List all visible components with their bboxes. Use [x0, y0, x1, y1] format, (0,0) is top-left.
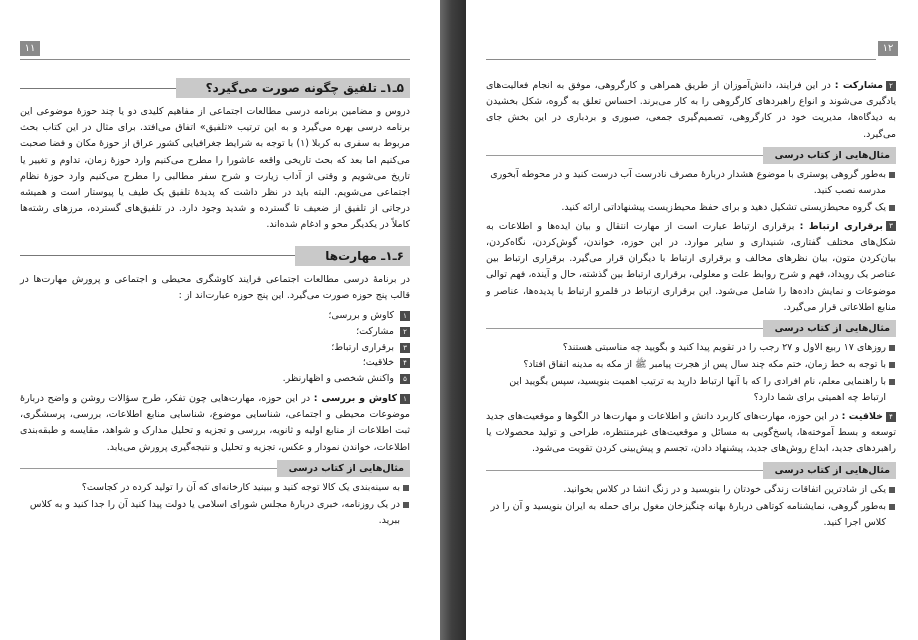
heading-rule: [486, 328, 763, 329]
paragraph-lead: مشارکت :: [834, 80, 883, 91]
heading-rule: [20, 468, 277, 469]
paragraph-text: در این فرایند، دانش‌آموزان از طریق همراهی و کارگروهی، موفق به انجام فعالیت‌های یادگیری می‌شوند و انواع راهبردهای کارگروهی را به کار می‌برند. احساس تعلق به گروه، شکل بخشیدن به دیدگاه‌ها، مدیریت خود در کارگروهی، تصمیم‌گیری جمعی، صبوری و بردباری در این بخش جای می‌گیرد.: [486, 80, 896, 140]
example-item: با راهنمایی معلم، نام افرادی را که با آنها ارتباط دارید به ترتیب اهمیت بنویسید، سپس بگویید این ارتباط چه اهمیتی برای شما دارد؟: [486, 374, 896, 406]
examples-heading: [20, 460, 410, 477]
body-paragraph: [486, 219, 896, 316]
examples-title: مثال‌هایی از کتاب درسی: [277, 460, 410, 477]
number-badge: ۲: [400, 327, 410, 337]
body-paragraph: [486, 409, 896, 458]
example-item: با توجه به خط زمان، ختم مکه چند سال پس از هجرت پیامبر ﷺ از مکه به مدینه اتفاق افتاد؟: [486, 357, 896, 373]
book-gutter: [440, 0, 466, 640]
paragraph-text: برقراری ارتباط عبارت است از مهارت انتقال و بیان ایده‌ها و اطلاعات به شکل‌های مختلف گفتاری، شنیداری و سایر موارد. در این حوزه، خواندن، گوش‌کردن، نگاه‌کردن، بیان‌کردن متون، بیان نظرهای مخالف و برقراری ارتباط با دیگران قرار می‌گیرد. برقراری ارتباط بین عناصر یک رویداد، فهم و شرح روابط علت و معلولی، برقراری ارتباط بین گذشته، حال و آینده، فهم توالی موضوعات و نمایش داده‌ها را شامل می‌شود. این برقراری ارتباط در قلمرو ارتباط با پدیده‌ها، عناصر و منابع اطلاعاتی قرار می‌گیرد.: [486, 220, 896, 313]
list-item: [20, 371, 410, 387]
examples-title: مثال‌هایی از کتاب درسی: [763, 320, 896, 337]
left-page: [0, 0, 440, 640]
page-number: ۱۲: [878, 41, 898, 56]
body-paragraph: [20, 391, 410, 456]
paragraph-lead: برقراری ارتباط :: [799, 220, 883, 232]
header-rule: [486, 59, 876, 60]
heading-rule: [486, 155, 763, 156]
header-rule: [20, 59, 410, 60]
number-badge: ۵: [400, 374, 410, 384]
heading-rule: [20, 88, 176, 89]
right-page: [466, 0, 918, 640]
example-item: به‌طور گروهی پوستری با موضوع هشدار دربارهٔ مصرف نادرست آب درست کنید و در محوطه آبخوری مدرسه نصب کنید.: [486, 167, 896, 199]
example-item: یک گروه محیط‌زیستی تشکیل دهید و برای حفظ محیط‌زیست پیشنهاداتی ارائه کنید.: [486, 200, 896, 216]
list-item: [20, 324, 410, 340]
list-item-label: خلاقیت؛: [362, 357, 394, 369]
number-badge: ۱: [400, 311, 410, 321]
examples-heading: [486, 462, 896, 479]
list-item-label: برقراری ارتباط؛: [331, 341, 394, 353]
example-item: به سینه‌بندی یک کالا توجه کنید و ببینید کارخانه‌ای که آن را تولید کرده در کجاست؟: [20, 480, 410, 496]
section-title: ۶ـ۱ـ مهارت‌ها: [295, 246, 410, 266]
body-paragraph: دروس و مضامین برنامه درسی مطالعات اجتماعی از مفاهیم کلیدی دو یا چند حوزهٔ موضوعی این برنامه درسی بهره می‌گیرد و به این ترتیب «تلفیق» اتفاق می‌افتد. برای مثال در این کتاب بحث مربوط به سفری به کربلا (۱) با توجه به شرایط جغرافیایی کشور عراق از حوزهٔ مکان و فضا صحبت می‌کنیم اما بعد که بحث تاریخی واقعه عاشورا را مطرح می‌کنیم وارد حوزهٔ زمان، تداوم و تغییر یا تاریخ می‌شویم و وقتی از آداب زیارت و شرح سفر مطالبی را مطرح می‌کنیم وارد حوزهٔ نظام اجتماعی می‌شویم. البته باید در نظر داشت که پدیدهٔ تلفیق یک طیف یا پیوستار است و همیشه درجاتی از تلفیق از ضعیف تا گسترده و شدید وجود دارد. در تلفیق‌های گسترده، مرزهای رشته‌ها کاملاً در یکدیگر محو و ادغام شده‌اند.: [20, 106, 411, 231]
section-title: ۵ـ۱ـ تلفیق چگونه صورت می‌گیرد؟: [176, 78, 410, 98]
number-badge: ۴: [400, 358, 410, 368]
paragraph-text: در این حوزه، مهارت‌های کاربرد دانش و اطلاعات و مهارت‌ها در الگوها و موقعیت‌های جدید توسعه و بسط آموخته‌ها، پاسخ‌گویی به مسائل و موقعیت‌های غیرمنتظره، طراحی و تولید محصولات یا راهبردهای جدید، ابداع روش‌های جدید، پیشنهاد دادن، تجسم و پیش‌بینی کردن تقویت می‌شود.: [486, 411, 896, 455]
number-badge: ۱: [400, 394, 410, 404]
example-item: در یک روزنامه، خبری دربارهٔ مجلس شورای اسلامی یا دولت پیدا کنید آن را جدا کنید و به کلاس ببرید.: [20, 497, 410, 529]
list-item-label: واکنش شخصی و اظهارنظر.: [282, 373, 394, 385]
heading-rule: [20, 255, 295, 256]
body-paragraph: [486, 78, 896, 143]
list-item: [20, 308, 410, 324]
right-page-content: [486, 78, 896, 532]
number-badge: ۲: [886, 81, 896, 91]
number-badge: ۳: [886, 221, 896, 231]
examples-heading: [486, 320, 896, 337]
example-item: یکی از شادترین اتفاقات زندگی خودتان را بنویسید و در زنگ انشا در کلاس بخوانید.: [486, 482, 896, 498]
page-number: ۱۱: [20, 41, 40, 56]
examples-title: مثال‌هایی از کتاب درسی: [763, 462, 896, 479]
left-page-content: [20, 78, 410, 530]
examples-title: مثال‌هایی از کتاب درسی: [763, 147, 896, 164]
section-heading: [20, 246, 410, 266]
example-item: روزهای ۱۷ ربیع الاول و ۲۷ رجب را در تقویم پیدا کنید و بگویید چه مناسبتی هستند؟: [486, 340, 896, 356]
heading-rule: [486, 470, 763, 471]
paragraph-text: در این حوزه، مهارت‌هایی چون تفکر، طرح سؤالات روشن و واضح دربارهٔ موضوعات محیطی و اجتماعی، شناسایی موضوع، شناسایی منابع اطلاعات، بررسی، پرسشگری، ثبت اطلاعات از منابع اولیه و ثانویه، بررسی و تجزیه و تحلیل مدارک و شواهد، مقایسه و طبقه‌بندی اطلاعات، خواندن نمودار و عکس، تجزیه و تحلیل و نتیجه‌گیری پرورش می‌یابد.: [20, 393, 410, 453]
section-heading: [20, 78, 410, 98]
paragraph-lead: خلاقیت :: [841, 411, 884, 423]
number-badge: ۴: [886, 412, 896, 422]
body-paragraph: در برنامهٔ درسی مطالعات اجتماعی فرایند کاوشگری محیطی و اجتماعی و پرورش مهارت‌ها در قالب پنج حوزه صورت می‌گیرد. این پنج حوزه عبارت‌اند از :: [20, 273, 410, 301]
skills-list: [20, 308, 410, 387]
list-item: [20, 340, 410, 356]
examples-heading: [486, 147, 896, 164]
list-item-label: کاوش و بررسی؛: [328, 310, 394, 322]
example-item: به‌طور گروهی، نمایشنامه کوتاهی دربارهٔ بهانه چنگیزخان مغول برای حمله به ایران بنویسید و آن را در کلاس اجرا کنید.: [486, 499, 896, 531]
list-item-label: مشارکت؛: [356, 325, 394, 337]
paragraph-lead: کاوش و بررسی :: [313, 393, 397, 405]
number-badge: ۳: [400, 343, 410, 353]
list-item: [20, 355, 410, 371]
